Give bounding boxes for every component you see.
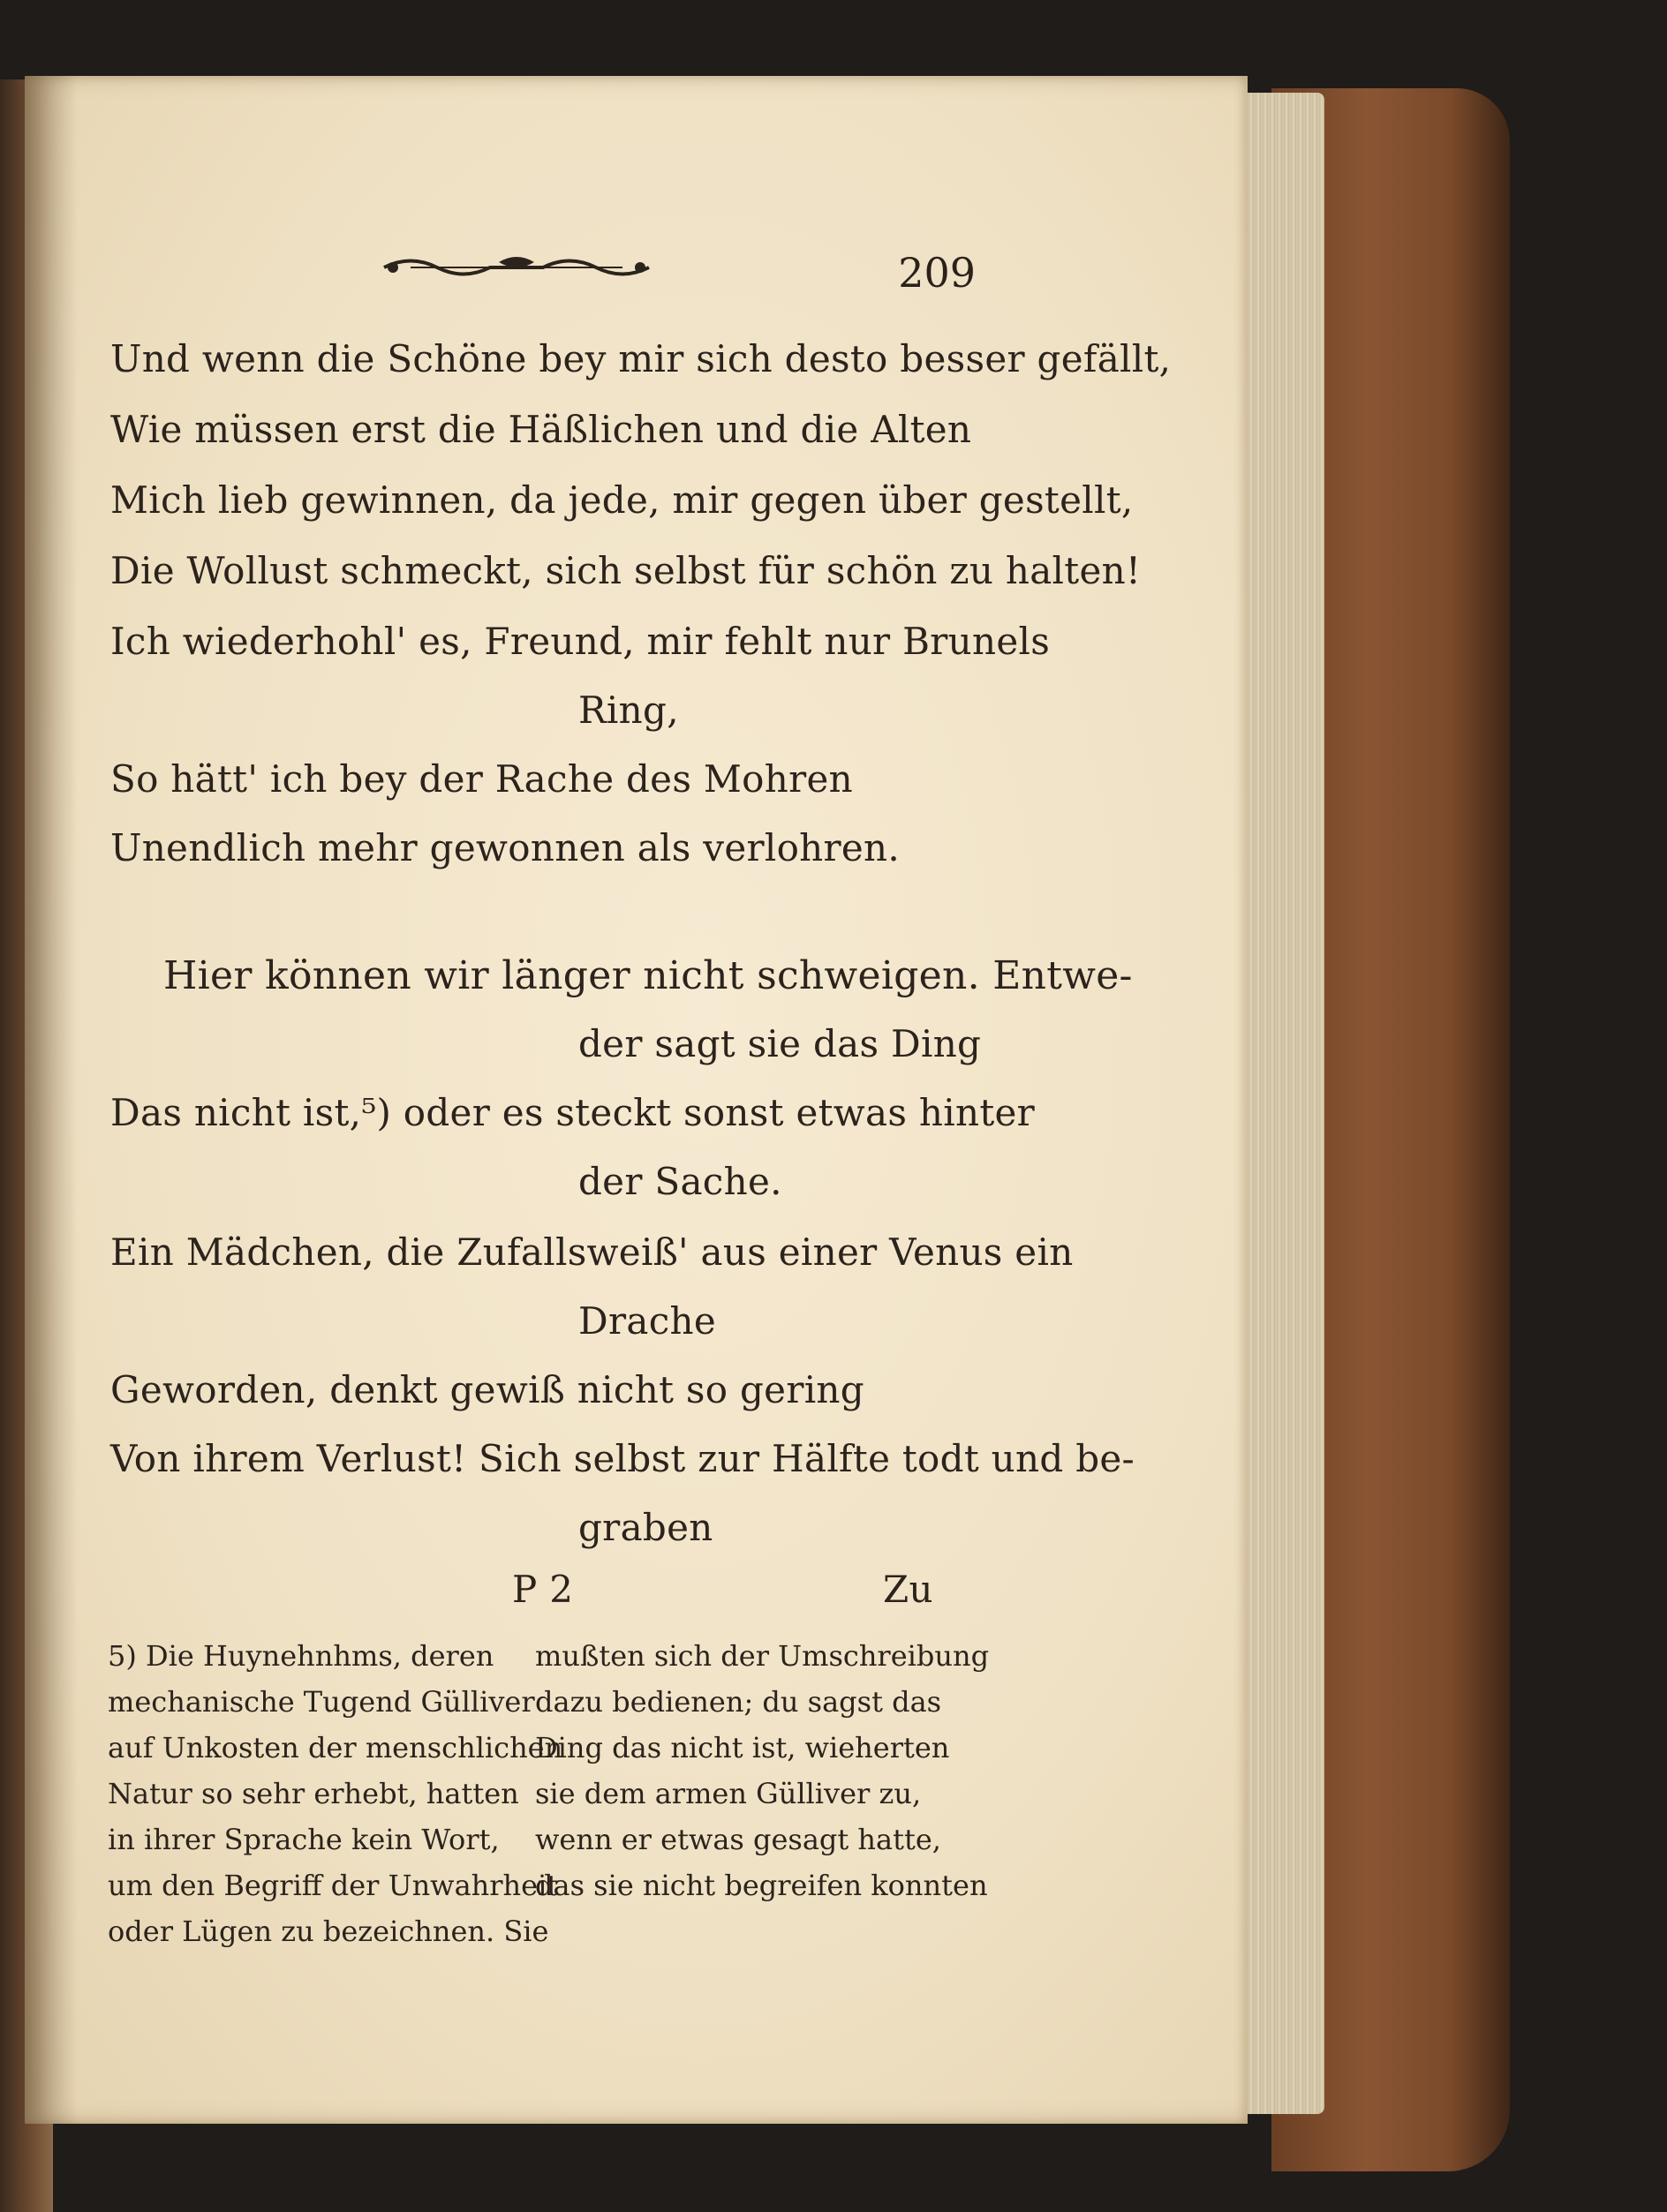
verse-line: Hier können wir länger nicht schweigen. Entwe- (163, 953, 1133, 998)
verse-line: Und wenn die Schöne bey mir sich desto besser gefällt, (110, 337, 1172, 380)
verse-line: Ein Mädchen, die Zufallsweiß' aus einer Venus ein (110, 1230, 1074, 1274)
verse-line: Ich wiederhohl' es, Freund, mir fehlt nur Brunels (110, 620, 1051, 663)
catchword: Zu (883, 1568, 933, 1611)
verse-line: Mich lieb gewinnen, da jede, mir gegen über gestellt, (110, 478, 1134, 522)
verse-line: Ring, (578, 688, 679, 732)
footnote-line: oder Lügen zu bezeichnen. Sie (108, 1915, 549, 1948)
footnote-line: mechanische Tugend Gülliver (108, 1685, 535, 1719)
verse-line: Das nicht ist,⁵) oder es steckt sonst etwas hinter (110, 1091, 1036, 1134)
verse-line: Die Wollust schmeckt, sich selbst für schön zu halten! (110, 549, 1142, 592)
footnote-line: um den Begriff der Unwahrheit (108, 1869, 559, 1902)
signature-mark: P 2 (512, 1568, 574, 1611)
footnote-line: das sie nicht begreifen konnten (535, 1869, 988, 1902)
decorative-headpiece-icon (375, 250, 658, 285)
footnote-right-column (535, 1633, 990, 1908)
verse-line: Geworden, denkt gewiß nicht so gering (110, 1368, 864, 1411)
verse-line: Wie müssen erst die Häßlichen und die Alten (110, 408, 972, 451)
gutter-shadow (25, 76, 78, 2124)
verse-line: Von ihrem Verlust! Sich selbst zur Hälfte todt und be- (110, 1437, 1135, 1480)
footnote-line: 5) Die Huynehnhms, deren (108, 1639, 494, 1673)
footnote-line: wenn er etwas gesagt hatte, (535, 1823, 941, 1856)
verse-line: graben (578, 1506, 713, 1549)
footnote-line: sie dem armen Gülliver zu, (535, 1777, 922, 1810)
verse-line: der Sache. (578, 1160, 782, 1203)
verse-line: Unendlich mehr gewonnen als verlohren. (110, 826, 901, 869)
footnote-line: auf Unkosten der menschlichen (108, 1731, 563, 1764)
footnote-line: Ding das nicht ist, wieherten (535, 1731, 950, 1764)
page-number: 209 (898, 249, 976, 297)
footnote-line: in ihrer Sprache kein Wort, (108, 1823, 500, 1856)
footnote-left-column (108, 1633, 563, 1954)
footnote-line: Natur so sehr erhebt, hatten (108, 1777, 519, 1810)
footnote-line: mußten sich der Umschreibung (535, 1639, 990, 1673)
verse-line: der sagt sie das Ding (578, 1022, 982, 1065)
footnote-line: dazu bedienen; du sagst das (535, 1685, 942, 1719)
verse-line: So hätt' ich bey der Rache des Mohren (110, 757, 853, 801)
verse-line: Drache (578, 1299, 717, 1343)
